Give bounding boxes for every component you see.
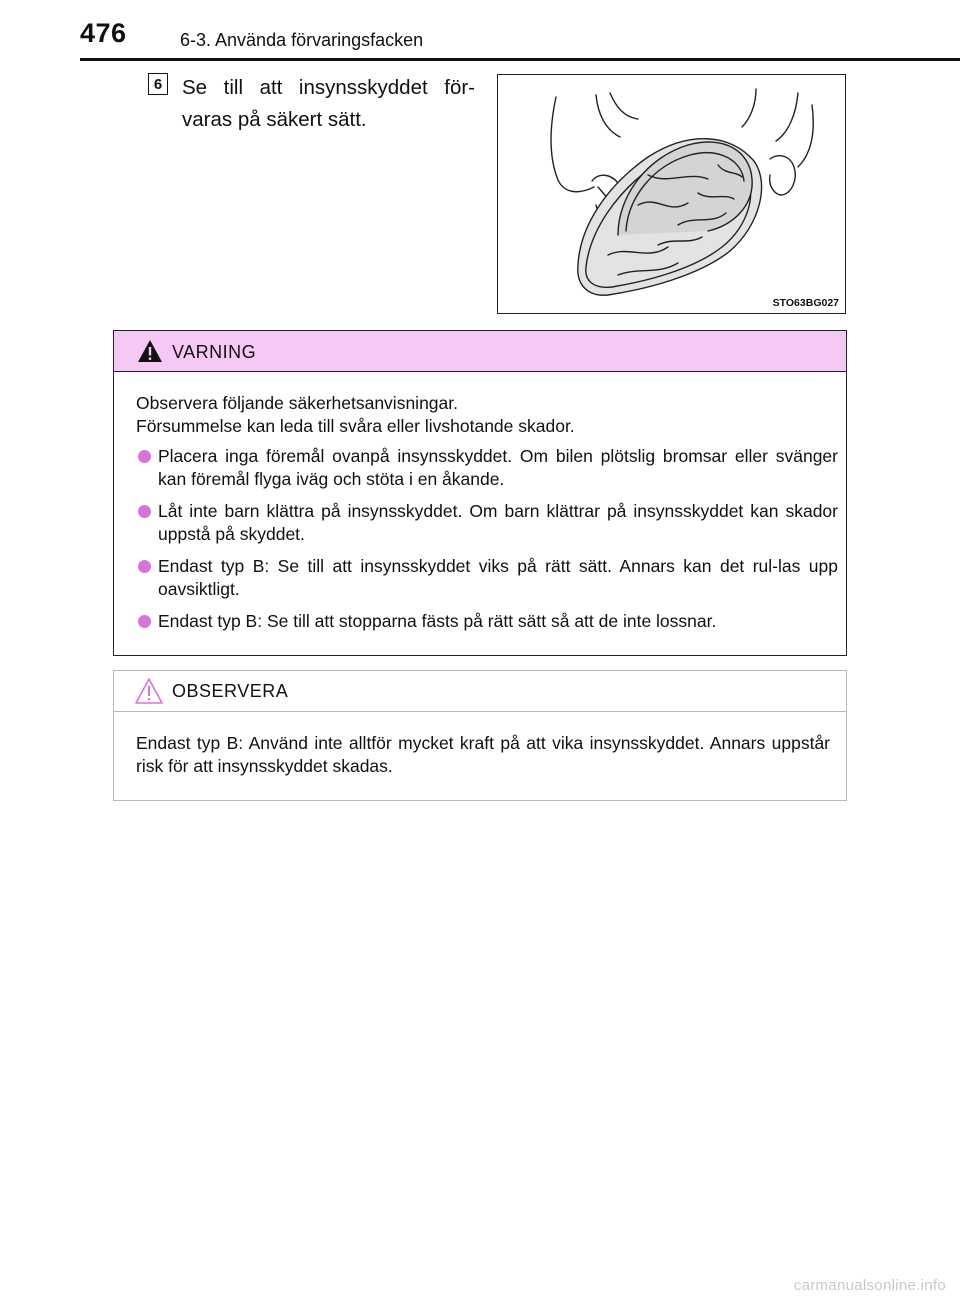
figure-code: STO63BG027 <box>772 297 839 309</box>
warning-list <box>136 445 838 633</box>
warning-item-text: Placera inga föremål ovanpå insynsskyddet. Om bilen plötslig bromsar eller svänger kan föremål flyga iväg och stöta i en åkande. <box>158 446 838 489</box>
bullet-icon <box>138 615 151 628</box>
watermark: carmanualsonline.info <box>793 1277 946 1294</box>
warning-triangle-icon <box>137 339 163 363</box>
step-number-badge: 6 <box>148 73 168 95</box>
bullet-icon <box>138 560 151 573</box>
bullet-icon <box>138 450 151 463</box>
step-instruction: Se till att insynsskyddet för-varas på säkert sätt. <box>182 76 475 131</box>
warning-item-text: Endast typ B: Se till att insynsskyddet viks på rätt sätt. Annars kan det rul-las upp oavsiktligt. <box>158 556 838 599</box>
warning-header <box>114 331 846 372</box>
notice-box <box>113 670 847 801</box>
warning-box <box>113 330 847 656</box>
warning-intro-line1: Observera följande säkerhetsanvisningar. <box>136 393 458 413</box>
header-rule <box>80 58 960 61</box>
illustration-figure <box>497 74 846 314</box>
notice-text: Endast typ B: Använd inte alltför mycket kraft på att vika insynsskyddet. Annars uppstår risk för att insynsskyddet skadas. <box>136 733 830 776</box>
warning-item <box>136 555 838 600</box>
caution-triangle-icon <box>134 677 164 705</box>
warning-item-text: Låt inte barn klättra på insynsskyddet. Om barn klättrar på insynsskyddet kan skador uppstå på skyddet. <box>158 501 838 544</box>
warning-item <box>136 610 838 633</box>
warning-item <box>136 445 838 490</box>
page-number: 476 <box>80 18 127 48</box>
warning-item <box>136 500 838 545</box>
notice-title: OBSERVERA <box>172 681 289 701</box>
notice-header <box>114 671 846 712</box>
warning-item-text: Endast typ B: Se till att stopparna fästs på rätt sätt så att de inte lossnar. <box>158 611 717 631</box>
folding-cover-illustration <box>498 75 845 313</box>
warning-title: VARNING <box>172 342 257 362</box>
warning-intro-line2: Försummelse kan leda till svåra eller livshotande skador. <box>136 415 575 436</box>
section-title: 6-3. Använda förvaringsfacken <box>180 30 424 50</box>
bullet-icon <box>138 505 151 518</box>
warning-body <box>114 372 846 633</box>
